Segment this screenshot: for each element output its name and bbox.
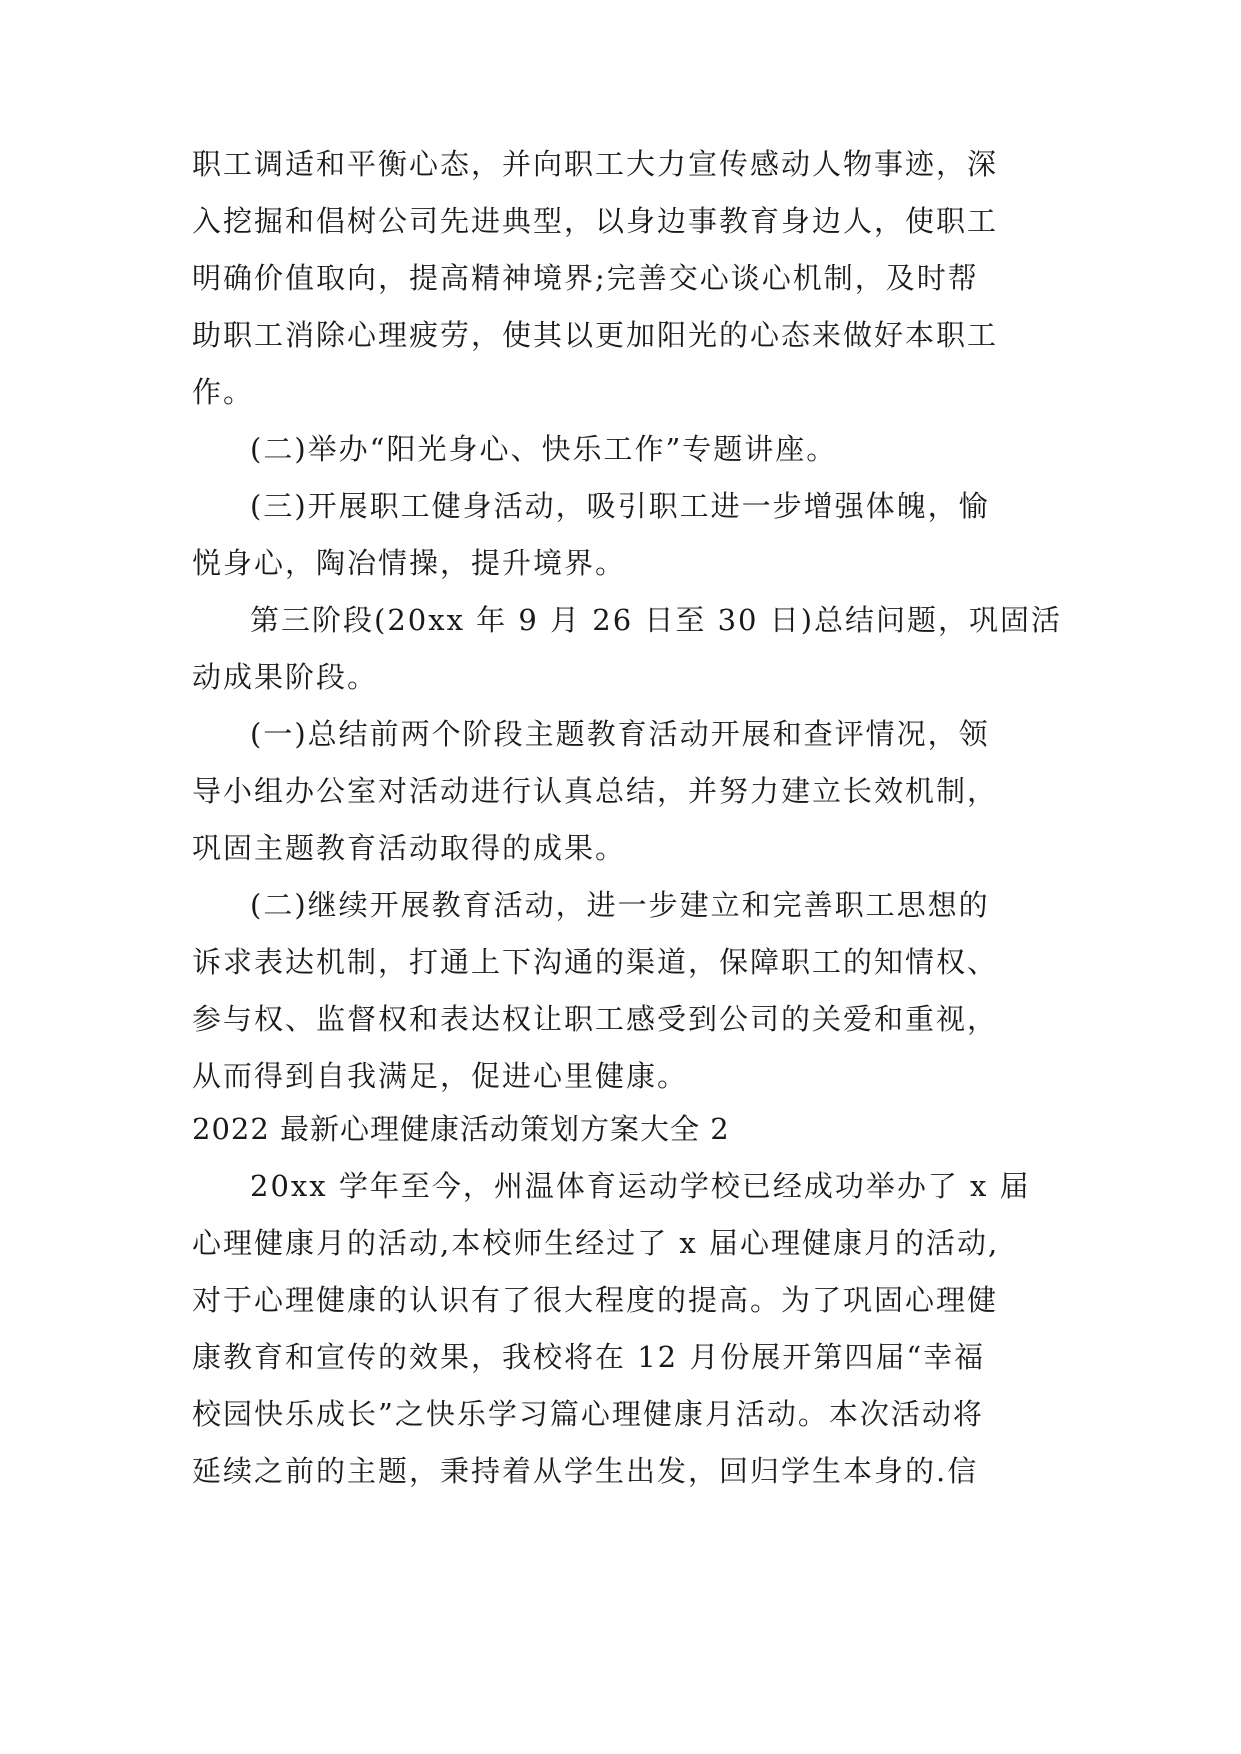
text-line: 助职工消除心理疲劳，使其以更加阳光的心态来做好本职工 — [192, 318, 999, 352]
text-line: 动成果阶段。 — [192, 660, 379, 694]
text-line: 康教育和宣传的效果，我校将在 12 月份展开第四届“幸福 — [192, 1340, 986, 1374]
text-line: (三)开展职工健身活动，吸引职工进一步增强体魄，愉 — [250, 489, 990, 523]
text-line: 巩固主题教育活动取得的成果。 — [192, 831, 627, 865]
text-line: 明确价值取向，提高精神境界;完善交心谈心机制，及时帮 — [192, 261, 979, 295]
text-line: 作。 — [192, 375, 255, 409]
text-line: 校园快乐成长”之快乐学习篇心理健康月活动。本次活动将 — [192, 1397, 984, 1431]
text-line: 诉求表达机制，打通上下沟通的渠道，保障职工的知情权、 — [192, 945, 999, 979]
text-line: 导小组办公室对活动进行认真总结，并努力建立长效机制， — [192, 774, 999, 808]
text-line: 第三阶段(20xx 年 9 月 26 日至 30 日)总结问题，巩固活 — [250, 603, 1063, 637]
text-line: 从而得到自我满足，促进心里健康。 — [192, 1059, 689, 1093]
text-line: 心理健康月的活动,本校师生经过了 x 届心理健康月的活动, — [192, 1226, 1000, 1260]
text-line: (二)举办“阳光身心、快乐工作”专题讲座。 — [250, 432, 838, 466]
text-line: 悦身心，陶冶情操，提升境界。 — [192, 546, 627, 580]
text-line: (一)总结前两个阶段主题教育活动开展和查评情况，领 — [250, 717, 990, 751]
text-line: 20xx 学年至今，州温体育运动学校已经成功举办了 x 届 — [250, 1169, 1031, 1203]
section-heading: 2022 最新心理健康活动策划方案大全 2 — [192, 1112, 730, 1146]
text-line: 对于心理健康的认识有了很大程度的提高。为了巩固心理健 — [192, 1283, 999, 1317]
text-line: 职工调适和平衡心态，并向职工大力宣传感动人物事迹，深 — [192, 147, 999, 181]
text-line: 延续之前的主题，秉持着从学生出发，回归学生本身的.信 — [192, 1454, 979, 1488]
text-line: (二)继续开展教育活动，进一步建立和完善职工思想的 — [250, 888, 990, 922]
text-line: 参与权、监督权和表达权让职工感受到公司的关爱和重视， — [192, 1002, 999, 1036]
text-line: 入挖掘和倡树公司先进典型，以身边事教育身边人，使职工 — [192, 204, 999, 238]
